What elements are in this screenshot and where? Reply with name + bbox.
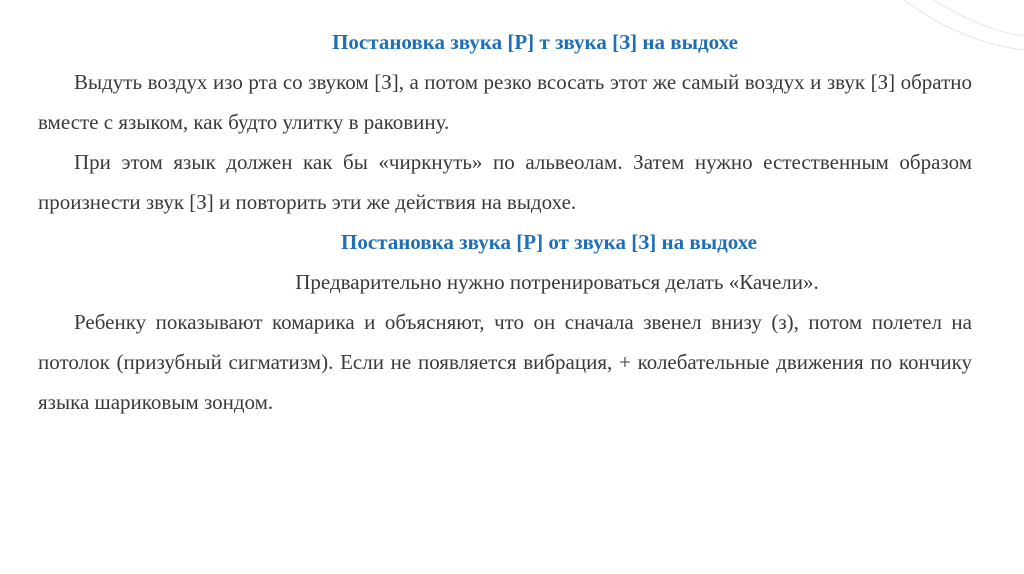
section-2-intro: Предварительно нужно потренироваться делать «Качели». bbox=[295, 270, 819, 294]
section-1-paragraph-2: При этом язык должен как бы «чиркнуть» по альвеолам. Затем нужно естественным образом произнести звук [З] и повторить эти же действия на выдохе. bbox=[38, 150, 972, 214]
section-1-paragraph-1: Выдуть воздух изо рта со звуком [З], а потом резко всосать этот же самый воздух и звук [З] обратно вместе с языком, как будто улитку в раковину. bbox=[38, 70, 972, 134]
section-2-title: Постановка звука [Р] от звука [З] на выдохе bbox=[340, 230, 758, 254]
section-1-title: Постановка звука [Р] т звука [З] на выдохе bbox=[332, 30, 738, 54]
section-2-paragraph: Ребенку показывают комарика и объясняют, что он сначала звенел внизу (з), потом полетел на потолок (призубный сигматизм). Если не появляется вибрация, + колебательные движения по кончику языка шариковым зондом. bbox=[38, 310, 972, 414]
slide-content bbox=[38, 22, 972, 422]
